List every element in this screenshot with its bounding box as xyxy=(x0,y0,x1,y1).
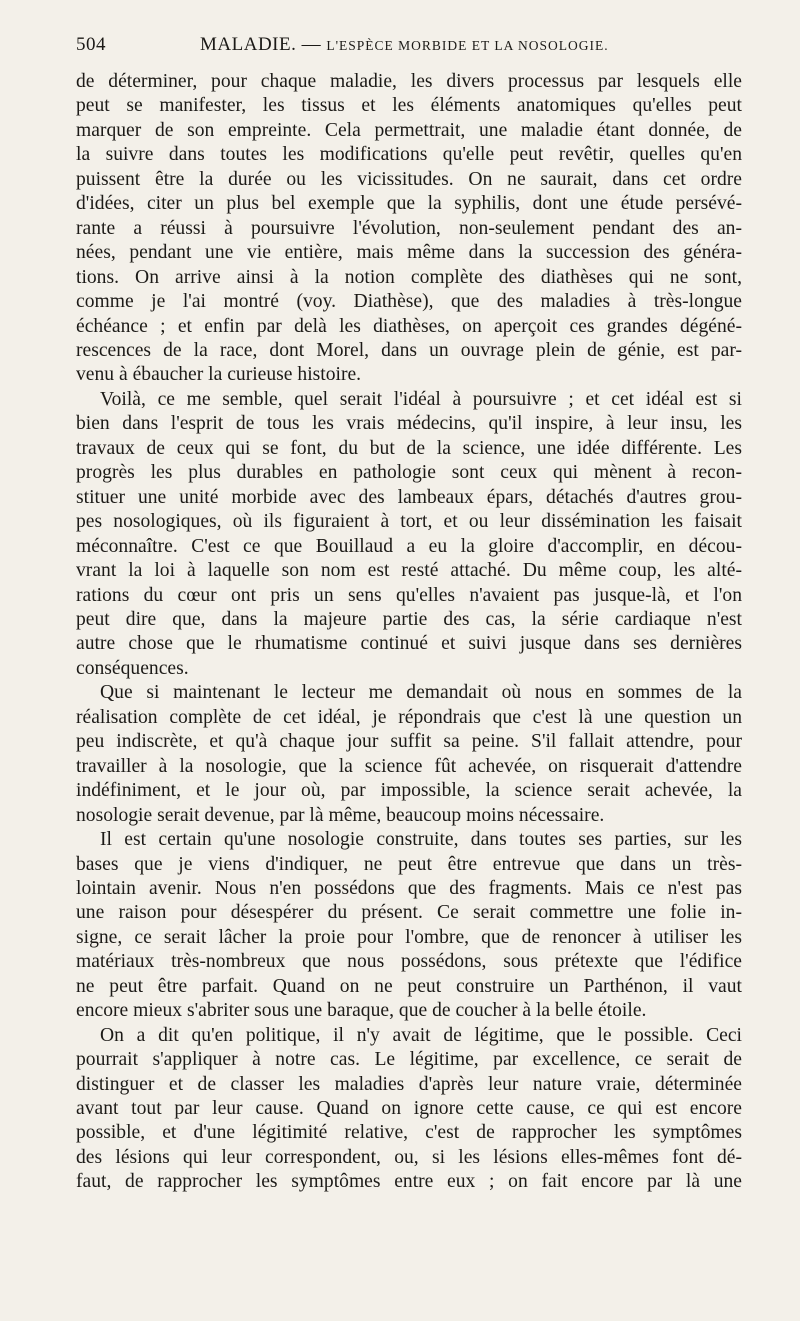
text-line: bases que je viens d'indiquer, ne peut être entrevue que dans un très- xyxy=(76,853,742,875)
text-line: encore mieux s'abriter sous une baraque, que de coucher à la belle étoile. xyxy=(76,1000,647,1022)
text-line: avant tout par leur cause. Quand on ignore cette cause, ce qui est encore xyxy=(76,1098,742,1120)
text-line: d'idées, citer un plus bel exemple que la syphilis, dont une étude persévé- xyxy=(76,193,742,215)
paragraph xyxy=(76,828,742,1024)
text-line: venu à ébaucher la curieuse histoire. xyxy=(76,364,362,386)
text-line: rante a réussi à poursuivre l'évolution, non-seulement pendant des an- xyxy=(76,217,742,239)
text-line: pourrait s'appliquer à notre cas. Le légitime, par excellence, ce serait de xyxy=(76,1049,742,1071)
text-line: méconnaître. C'est ce que Bouillaud a eu la gloire d'accomplir, en décou- xyxy=(76,535,742,557)
body-text xyxy=(76,70,742,1195)
text-line: On a dit qu'en politique, il n'y avait de légitime, que le possible. Ceci xyxy=(100,1024,742,1046)
text-line: rescences de la race, dont Morel, dans un ouvrage plein de génie, est par- xyxy=(76,339,742,361)
text-line: des lésions qui leur correspondent, ou, si les lésions elles-mêmes font dé- xyxy=(76,1146,742,1168)
text-line: Il est certain qu'une nosologie construite, dans toutes ses parties, sur les xyxy=(100,829,742,851)
text-line: comme je l'ai montré (voy. Diathèse), que des maladies à très-longue xyxy=(76,291,742,313)
running-header xyxy=(76,34,742,70)
text-line: conséquences. xyxy=(76,657,189,679)
text-line: progrès les plus durables en pathologie sont ceux qui mènent à recon- xyxy=(76,462,742,484)
text-line: peut se manifester, les tissus et les éléments anatomiques qu'elles peut xyxy=(76,95,742,117)
text-line: peut dire que, dans la majeure partie des cas, la série cardiaque n'est xyxy=(76,608,742,630)
text-line: travailler à la nosologie, que la science fût achevée, on risquerait d'attendre xyxy=(76,755,742,777)
text-line: marquer de son empreinte. Cela permettrait, une maladie étant donnée, de xyxy=(76,119,742,141)
text-line: pes nosologiques, où ils figuraient à tort, et ou leur dissémination les faisait xyxy=(76,511,742,533)
text-line: puissent être la durée ou les vicissitudes. On ne saurait, dans cet ordre xyxy=(76,168,742,190)
paragraph xyxy=(76,681,742,828)
paragraph xyxy=(76,388,742,681)
running-title-subtitle: L'ESPÈCE MORBIDE ET LA NOSOLOGIE. xyxy=(326,38,609,53)
text-line: nées, pendant une vie entière, mais même dans la succession des généra- xyxy=(76,242,742,264)
text-line: autre chose que le rhumatisme continué et suivi jusque dans ses dernières xyxy=(76,633,742,655)
text-line: réalisation complète de cet idéal, je répondrais que c'est là une question un xyxy=(76,706,742,728)
text-line: indéfiniment, et le jour où, par impossible, la science serait achevée, la xyxy=(76,780,742,802)
text-line: nosologie serait devenue, par là même, beaucoup moins nécessaire. xyxy=(76,804,605,826)
text-line: vrant la loi à laquelle son nom est resté attaché. Du même coup, les alté- xyxy=(76,560,742,582)
running-title xyxy=(200,34,609,56)
paragraph xyxy=(76,1024,742,1195)
text-line: la suivre dans toutes les modifications qu'elle peut revêtir, quelles qu'en xyxy=(76,144,742,166)
text-line: de déterminer, pour chaque maladie, les divers processus par lesquels elle xyxy=(76,71,742,92)
text-line: échéance ; et enfin par delà les diathèses, on aperçoit ces grandes dégéné- xyxy=(76,315,742,337)
page-number: 504 xyxy=(76,34,106,55)
text-line: peu indiscrète, et qu'à chaque jour suffit sa peine. S'il fallait attendre, pour xyxy=(76,731,742,753)
text-line: distinguer et de classer les maladies d'après leur nature vraie, déterminée xyxy=(76,1073,742,1095)
text-line: travaux de ceux qui se font, du but de la science, une idée différente. Les xyxy=(76,437,742,459)
text-line: Voilà, ce me semble, quel serait l'idéal à poursuivre ; et cet idéal est si xyxy=(100,388,742,410)
text-line: possible, et d'une légitimité relative, c'est de rapprocher les symptômes xyxy=(76,1122,742,1144)
running-title-main: MALADIE. — xyxy=(200,34,322,55)
paragraph xyxy=(76,70,742,388)
text-line: signe, ce serait lâcher la proie pour l'ombre, que de renoncer à utiliser les xyxy=(76,926,742,948)
text-line: rations du cœur ont pris un sens qu'elles n'avaient pas jusque-là, et l'on xyxy=(76,584,742,606)
text-line: faut, de rapprocher les symptômes entre eux ; on fait encore par là une xyxy=(76,1171,742,1193)
text-line: lointain avenir. Nous n'en possédons que des fragments. Mais ce n'est pas xyxy=(76,877,742,899)
text-line: ne peut être parfait. Quand on ne peut construire un Parthénon, il vaut xyxy=(76,975,742,997)
text-line: matériaux très-nombreux que nous possédons, sous prétexte que l'édifice xyxy=(76,951,742,973)
book-page xyxy=(76,34,742,1195)
text-line: tions. On arrive ainsi à la notion complète des diathèses qui ne sont, xyxy=(76,266,742,288)
text-line: bien dans l'esprit de tous les vrais médecins, qu'il inspire, à leur insu, les xyxy=(76,413,742,435)
text-line: une raison pour désespérer du présent. Ce serait commettre une folie in- xyxy=(76,902,742,924)
text-line: Que si maintenant le lecteur me demandait où nous en sommes de la xyxy=(100,682,742,704)
text-line: stituer une unité morbide avec des lambeaux épars, détachés d'autres grou- xyxy=(76,486,742,508)
